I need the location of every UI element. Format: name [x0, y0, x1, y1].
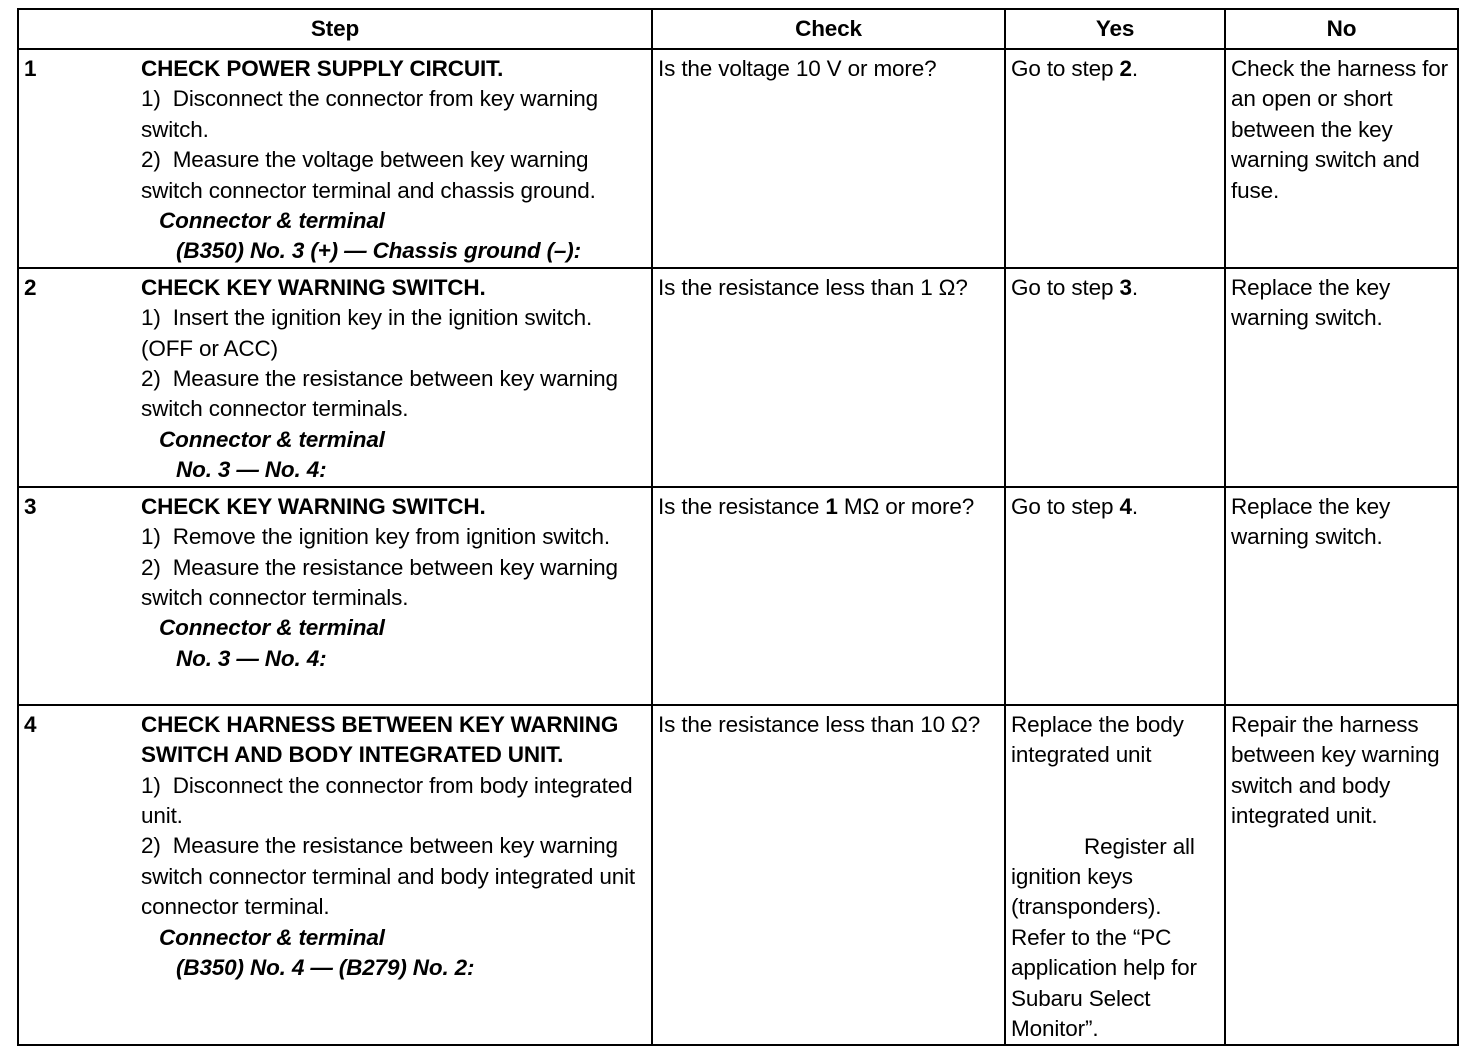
- yes-text: Go to step: [1011, 56, 1120, 81]
- substep-number: 1): [141, 86, 161, 112]
- header-no: No: [1225, 9, 1458, 49]
- yes-text: Replace the body integrated unit: [1011, 711, 1184, 768]
- substep-text: Remove the ignition key from ignition switch.: [172, 524, 610, 550]
- yes-cell: [1005, 268, 1225, 487]
- step-number: 4: [18, 705, 130, 1046]
- yes-cell: [1005, 49, 1225, 268]
- substep: [141, 145, 645, 206]
- substep: [141, 84, 645, 145]
- step-body: [130, 49, 652, 268]
- table-row: [18, 268, 1458, 487]
- check-cell: [652, 487, 1005, 705]
- substep: [141, 522, 645, 552]
- substep-number: 2): [141, 554, 161, 580]
- step-number: 2: [18, 268, 130, 487]
- substep-text: Insert the ignition key in the ignition switch. (OFF or ACC): [141, 305, 593, 361]
- yes-text: Register all: [1084, 833, 1195, 859]
- step-title: CHECK POWER SUPPLY CIRCUIT.: [141, 56, 504, 81]
- step-title: CHECK HARNESS BETWEEN KEY WARNING SWITCH AND BODY INTEGRATED UNIT.: [141, 711, 619, 768]
- connector-label: Connector & terminal: [159, 615, 385, 641]
- connector-value: No. 3 — No. 4:: [176, 645, 327, 671]
- check-suffix: MΩ or more?: [837, 493, 975, 519]
- connector-value: (B350) No. 3 (+) — Chassis ground (–):: [176, 238, 581, 264]
- check-cell: Is the resistance less than 10 Ω?: [652, 705, 1005, 1046]
- substep-number: 2): [141, 833, 161, 859]
- substep-text: Disconnect the connector from key warning switch.: [141, 86, 599, 142]
- header-row: [18, 9, 1458, 49]
- yes-suffix: .: [1131, 56, 1138, 81]
- substep-text: Measure the resistance between key warning switch connector terminal and body integrated unit connector terminal.: [141, 833, 636, 920]
- yes-cell: [1005, 487, 1225, 705]
- table-row: [18, 49, 1458, 268]
- no-cell: Replace the key warning switch.: [1225, 487, 1458, 705]
- header-step: Step: [18, 9, 652, 49]
- substep-number: 2): [141, 366, 161, 392]
- substep-text: Measure the resistance between key warning switch connector terminals.: [141, 366, 618, 422]
- step-body: [130, 268, 652, 487]
- connector-label: Connector & terminal: [159, 426, 385, 452]
- step-body: [130, 487, 652, 705]
- yes-suffix: .: [1131, 493, 1138, 519]
- substep-text: Measure the resistance between key warning switch connector terminals.: [141, 554, 618, 610]
- step-number: 1: [18, 49, 130, 268]
- yes-cell: [1005, 705, 1225, 1046]
- table-row: [18, 705, 1458, 1046]
- check-text: Is the resistance: [658, 493, 826, 519]
- substep: [141, 771, 645, 832]
- substep: [141, 303, 645, 364]
- connector-label: Connector & terminal: [159, 208, 385, 234]
- substep: [141, 553, 645, 614]
- substep-number: 2): [141, 147, 161, 173]
- yes-step-number: 2: [1119, 56, 1132, 81]
- substep-number: 1): [141, 305, 161, 331]
- substep-text: Measure the voltage between key warning switch connector terminal and chassis ground.: [141, 147, 596, 203]
- step-title: CHECK KEY WARNING SWITCH.: [141, 493, 486, 519]
- yes-step-number: 3: [1119, 274, 1132, 300]
- substep-number: 1): [141, 772, 161, 798]
- yes-text: ignition keys (transponders). Refer to the “PC application help for Subaru Select Monitor”.: [1011, 863, 1197, 1041]
- check-cell: Is the resistance less than 1 Ω?: [652, 268, 1005, 487]
- substep: [141, 364, 645, 425]
- check-value: 1: [825, 493, 838, 519]
- check-cell: Is the voltage 10 V or more?: [652, 49, 1005, 268]
- connector-label: Connector & terminal: [159, 924, 385, 950]
- step-number: 3: [18, 487, 130, 705]
- yes-suffix: .: [1131, 274, 1138, 300]
- connector-value: (B350) No. 4 — (B279) No. 2:: [176, 954, 475, 980]
- yes-step-number: 4: [1119, 493, 1132, 519]
- step-body: [130, 705, 652, 1046]
- substep: [141, 831, 645, 922]
- connector-value: No. 3 — No. 4:: [176, 457, 327, 483]
- step-title: CHECK KEY WARNING SWITCH.: [141, 274, 486, 300]
- header-yes: Yes: [1005, 9, 1225, 49]
- no-cell: Repair the harness between key warning switch and body integrated unit.: [1225, 705, 1458, 1046]
- header-check: Check: [652, 9, 1005, 49]
- no-cell: Replace the key warning switch.: [1225, 268, 1458, 487]
- no-cell: Check the harness for an open or short between the key warning switch and fuse.: [1225, 49, 1458, 268]
- yes-text: Go to step: [1011, 493, 1120, 519]
- substep-text: Disconnect the connector from body integrated unit.: [141, 772, 633, 828]
- diagnostic-table: [17, 8, 1459, 1046]
- table-row: [18, 487, 1458, 705]
- yes-text: Go to step: [1011, 274, 1120, 300]
- substep-number: 1): [141, 524, 161, 550]
